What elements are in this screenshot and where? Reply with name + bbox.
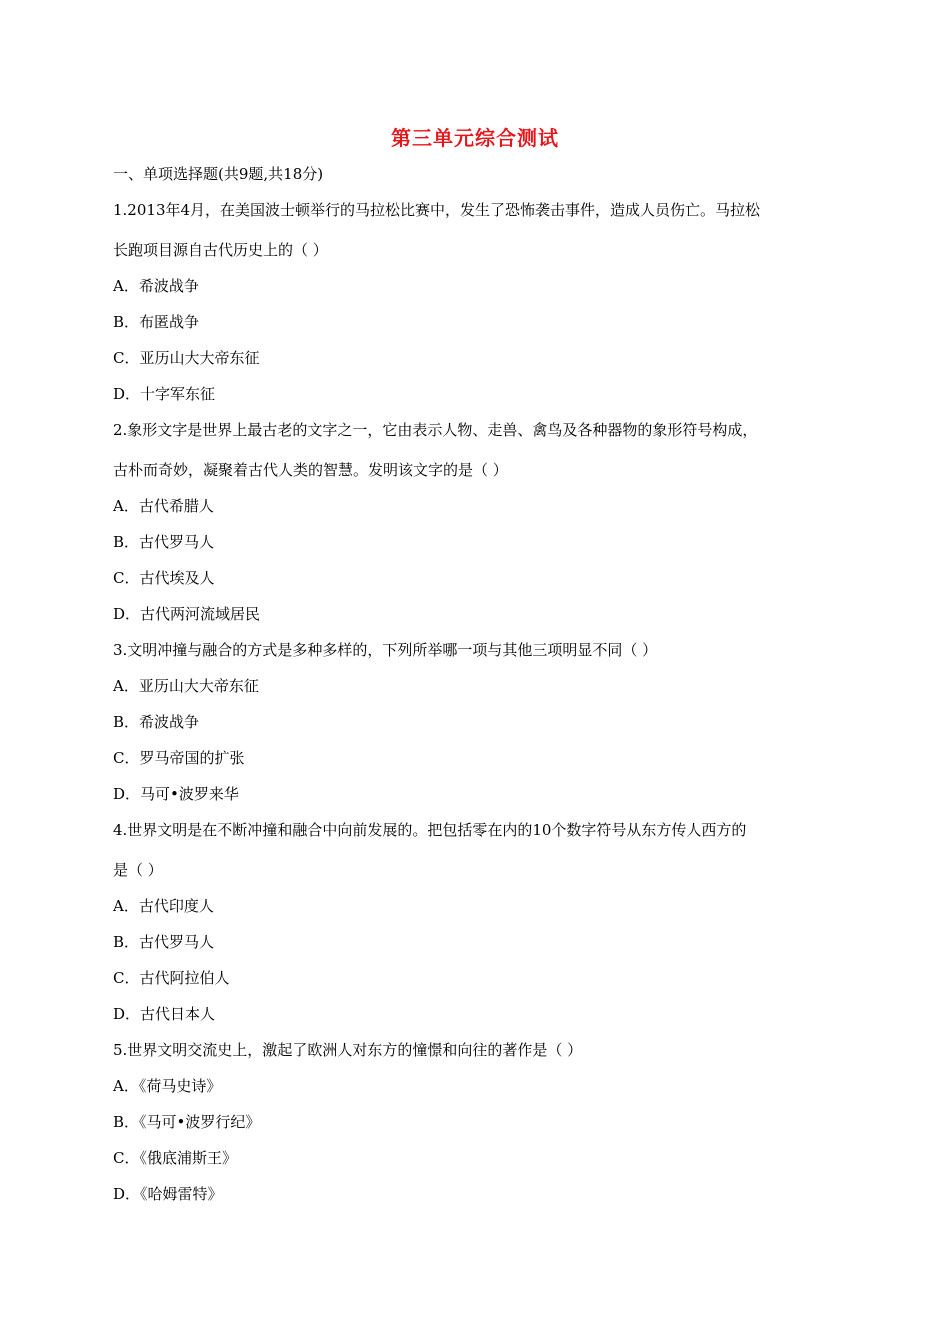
question-3-option-a: A．亚历山大大帝东征 (113, 677, 259, 695)
section-heading: 一、单项选择题(共9题,共18分) (113, 165, 324, 183)
question-1-stem-line-2: 长跑项目源自古代历史上的（ ） (113, 241, 328, 259)
question-4-option-c: C．古代阿拉伯人 (113, 969, 230, 987)
question-1-option-d: D．十字军东征 (113, 385, 216, 403)
question-2-option-c: C．古代埃及人 (113, 569, 215, 587)
document-title: 第三单元综合测试 (391, 126, 559, 150)
question-3-option-c: C．罗马帝国的扩张 (113, 749, 245, 767)
question-5-option-c: C．《俄底浦斯王》 (113, 1149, 237, 1167)
question-3-option-b: B．希波战争 (113, 713, 200, 731)
question-2-option-b: B．古代罗马人 (113, 533, 215, 551)
question-4-option-b: B．古代罗马人 (113, 933, 215, 951)
question-5-option-a: A．《荷马史诗》 (113, 1077, 222, 1095)
question-4-option-a: A．古代印度人 (113, 897, 214, 915)
question-4-stem-line-1: 4.世界文明是在不断冲撞和融合中向前发展的。把包括零在内的10个数字符号从东方传人西方的 (113, 821, 747, 839)
question-2-option-d: D．古代两河流域居民 (113, 605, 261, 623)
question-4-stem-line-2: 是（ ） (113, 861, 163, 879)
question-1-option-a: A．希波战争 (113, 277, 199, 295)
question-3-option-d: D．马可•波罗来华 (113, 785, 239, 803)
question-5-option-b: B．《马可•波罗行纪》 (113, 1113, 261, 1131)
question-1-option-b: B．布匿战争 (113, 313, 200, 331)
question-2-option-a: A．古代希腊人 (113, 497, 214, 515)
question-4-option-d: D．古代日本人 (113, 1005, 216, 1023)
question-1-option-c: C．亚历山大大帝东征 (113, 349, 260, 367)
question-1-stem-line-1: 1.2013年4月，在美国波士顿举行的马拉松比赛中，发生了恐怖袭击事件，造成人员伤亡。马拉松 (113, 201, 761, 219)
question-2-stem-line-1: 2.象形文字是世界上最古老的文字之一，它由表示人物、走兽、禽鸟及各种器物的象形符号构成， (113, 421, 758, 439)
question-5-stem-line-1: 5.世界文明交流史上，激起了欧洲人对东方的憧憬和向往的著作是（ ） (113, 1041, 583, 1059)
question-3-stem-line-1: 3.文明冲撞与融合的方式是多种多样的，下列所举哪一项与其他三项明显不同（ ） (113, 641, 658, 659)
question-2-stem-line-2: 古朴而奇妙，凝聚着古代人类的智慧。发明该文字的是（ ） (113, 461, 508, 479)
question-5-option-d: D．《哈姆雷特》 (113, 1185, 223, 1203)
